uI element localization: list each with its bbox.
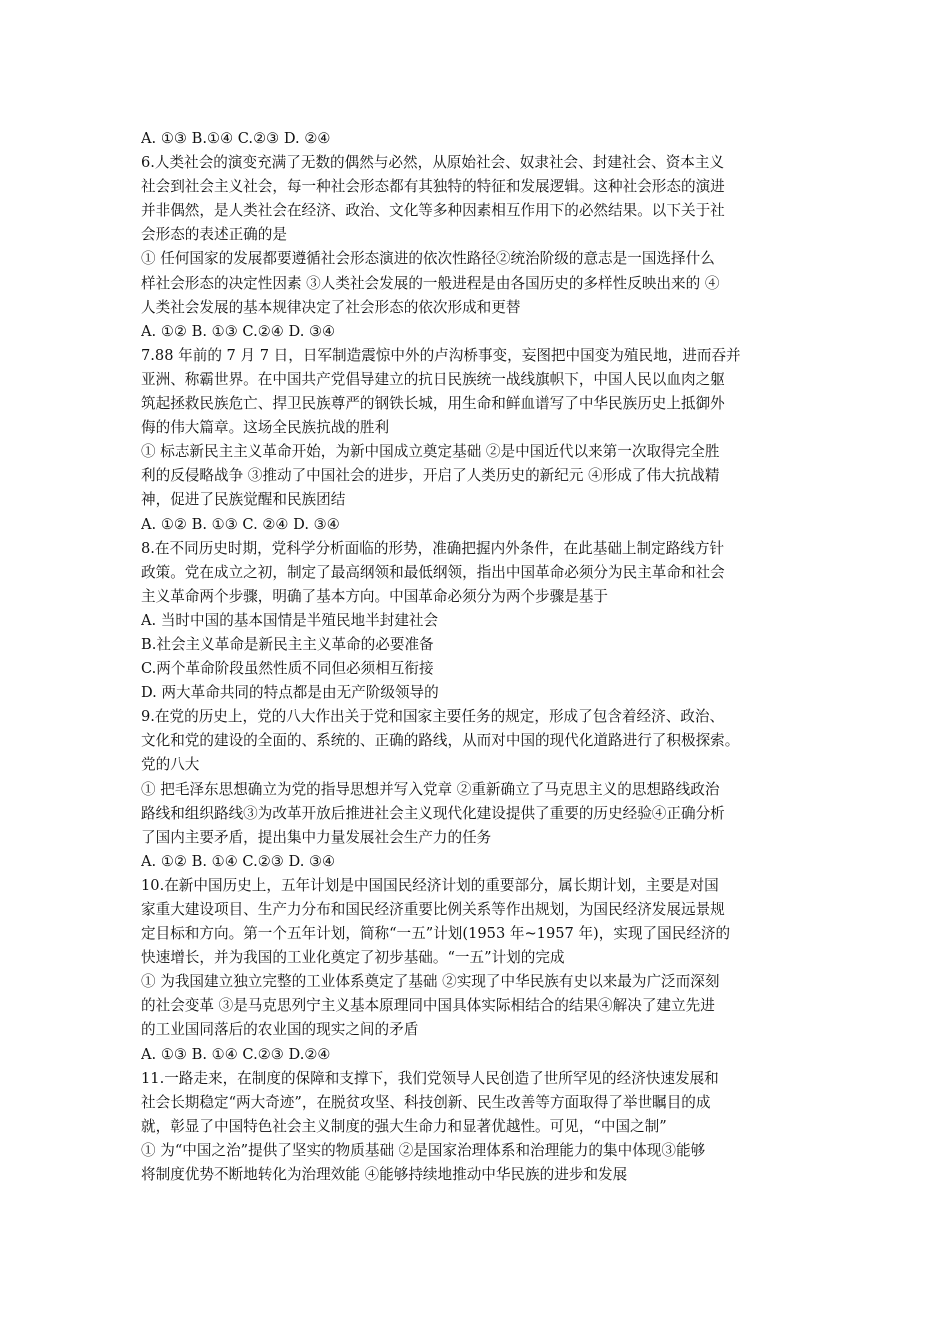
- text-line: 的工业国同落后的农业国的现实之间的矛盾: [141, 1021, 419, 1039]
- text-line: 快速增长，并为我国的工业化奠定了初步基础。“一五”计划的完成: [141, 949, 565, 967]
- text-line: ① 为“中国之治”提供了坚实的物质基础 ②是国家治理体系和治理能力的集中体现③能够: [141, 1141, 706, 1159]
- text-line: A. 当时中国的基本国情是半殖民地半封建社会: [141, 611, 439, 629]
- text-line: 路线和组织路线③为改革开放后推进社会主义现代化建设提供了重要的历史经验④正确分析: [141, 804, 725, 822]
- text-line: 利的反侵略战争 ③推动了中国社会的进步，开启了人类历史的新纪元 ④形成了伟大抗战精: [141, 467, 720, 485]
- document-page: [141, 127, 821, 1187]
- text-line: A. ①② B. ①③ C.②④ D. ③④: [141, 322, 336, 340]
- text-line: 将制度优势不断地转化为治理效能 ④能够持续地推动中华民族的进步和发展: [141, 1166, 628, 1184]
- text-line: 筑起拯救民族危亡、捍卫民族尊严的钢铁长城，用生命和鲜血谱写了中华民族历史上抵御外: [141, 395, 725, 413]
- text-line: A. ①③ B.①④ C.②③ D. ②④: [141, 130, 331, 147]
- text-line: 政策。党在成立之初，制定了最高纲领和最低纲领，指出中国革命必须分为民主革命和社会: [141, 563, 725, 581]
- text-line: ① 标志新民主主义革命开始，为新中国成立奠定基础 ②是中国近代以来第一次取得完全胜: [141, 443, 720, 461]
- text-line: 社会长期稳定“两大奇迹”，在脱贫攻坚、科技创新、民生改善等方面取得了举世瞩目的成: [141, 1093, 711, 1111]
- text-line: 社会到社会主义社会，每一种社会形态都有其独特的特征和发展逻辑。这种社会形态的演进: [141, 178, 725, 196]
- text-line: A. ①③ B. ①④ C.②③ D.②④: [141, 1045, 331, 1063]
- text-line: 11.一路走来，在制度的保障和支撑下，我们党领导人民创造了世所罕见的经济快速发展和: [141, 1069, 719, 1087]
- text-line: ① 把毛泽东思想确立为党的指导思想并写入党章 ②重新确立了马克思主义的思想路线政治: [141, 780, 720, 798]
- text-line: 家重大建设项目、生产力分布和国民经济重要比例关系等作出规划，为国民经济发展远景规: [141, 901, 725, 918]
- text-line: A. ①② B. ①③ C. ②④ D. ③④: [141, 515, 340, 533]
- text-line: D. 两大革命共同的特点都是由无产阶级领导的: [141, 684, 439, 702]
- text-line: 9.在党的历史上，党的八大作出关于党和国家主要任务的规定，形成了包含着经济、政治、: [141, 708, 725, 726]
- text-line: B.社会主义革命是新民主主义革命的必要准备: [141, 635, 434, 653]
- text-line: 的社会变革 ③是马克思列宁主义基本原理同中国具体实际相结合的结果④解决了建立先进: [141, 997, 715, 1015]
- text-line: 8.在不同历史时期，党科学分析面临的形势，准确把握内外条件，在此基础上制定路线方针: [141, 539, 725, 557]
- text-line: 侮的伟大篇章。这场全民族抗战的胜利: [141, 419, 390, 437]
- text-line: 神，促进了民族觉醒和民族团结: [141, 491, 346, 509]
- text-line: 就，彰显了中国特色社会主义制度的强大生命力和显著优越性。可见，“中国之制”: [141, 1117, 667, 1135]
- text-line: 了国内主要矛盾，提出集中力量发展社会生产力的任务: [141, 828, 492, 846]
- text-line: 6.人类社会的演变充满了无数的偶然与必然，从原始社会、奴隶社会、封建社会、资本主义: [141, 154, 725, 172]
- text-line: 10.在新中国历史上，五年计划是中国国民经济计划的重要部分，属长期计划，主要是对国: [141, 876, 719, 894]
- text-line: 文化和党的建设的全面的、系统的、正确的路线，从而对中国的现代化道路进行了积极探索。: [141, 732, 740, 750]
- text-line: 样社会形态的决定性因素 ③人类社会发展的一般进程是由各国历史的多样性反映出来的 ④: [141, 274, 720, 292]
- text-line: 亚洲、称霸世界。在中国共产党倡导建立的抗日民族统一战线旗帜下，中国人民以血肉之躯: [141, 370, 725, 388]
- text-line: 党的八大: [141, 756, 200, 774]
- text-line: 主义革命两个步骤，明确了基本方向。中国革命必须分为两个步骤是基于: [141, 587, 609, 605]
- text-line: C.两个革命阶段虽然性质不同但必须相互衔接: [141, 660, 434, 678]
- text-line: 并非偶然，是人类社会在经济、政治、文化等多种因素相互作用下的必然结果。以下关于社: [141, 202, 725, 220]
- text-line: 定目标和方向。第一个五年计划，简称“一五”计划(1953 年~1957 年)，实现了国民经济的: [141, 925, 731, 943]
- text-line: 7.88 年前的 7 月 7 日，日军制造震惊中外的卢沟桥事变，妄图把中国变为殖民地，进而吞并: [141, 346, 741, 364]
- text-line: A. ①② B. ①④ C.②③ D. ③④: [141, 852, 336, 870]
- text-line: 人类社会发展的基本规律决定了社会形态的依次形成和更替: [141, 298, 521, 316]
- text-line: ① 为我国建立独立完整的工业体系奠定了基础 ②实现了中华民族有史以来最为广泛而深刻: [141, 973, 720, 991]
- text-line: 会形态的表述正确的是: [141, 226, 287, 244]
- text-line: ① 任何国家的发展都要遵循社会形态演进的依次性路径②统治阶级的意志是一国选择什么: [141, 250, 715, 268]
